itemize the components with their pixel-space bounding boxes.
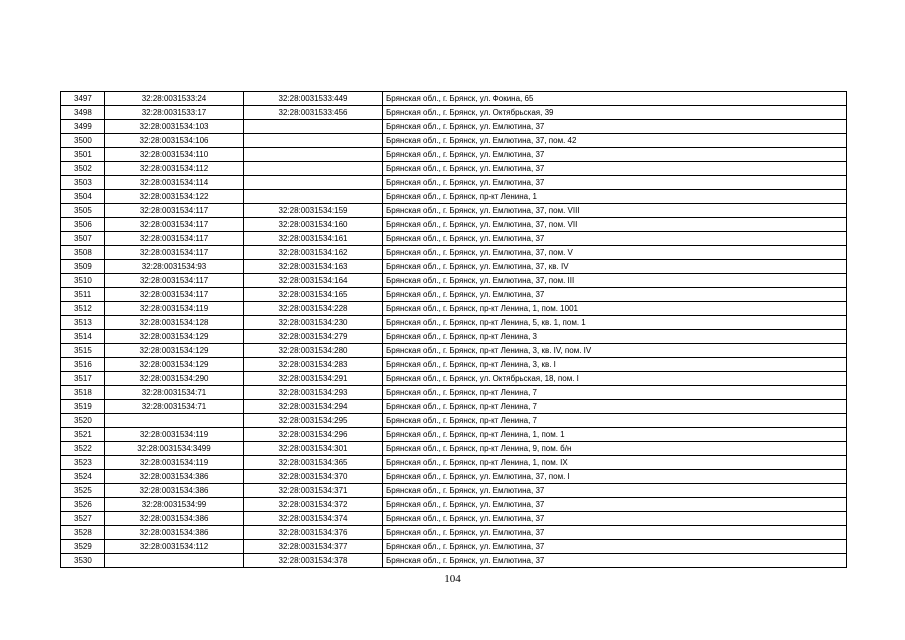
object-cadastral-number-cell: 32:28:0031534:160 — [244, 218, 383, 232]
cadastral-number-cell: 32:28:0031534:117 — [105, 274, 244, 288]
table-row — [61, 120, 847, 134]
object-cadastral-number-cell: 32:28:0031533:456 — [244, 106, 383, 120]
table-row — [61, 498, 847, 512]
row-number-cell: 3509 — [61, 260, 105, 274]
address-cell: Брянская обл., г. Брянск, ул. Емлютина, 37 — [383, 484, 847, 498]
table-row — [61, 148, 847, 162]
object-cadastral-number-cell: 32:28:0031534:161 — [244, 232, 383, 246]
table-row — [61, 190, 847, 204]
table-row — [61, 526, 847, 540]
object-cadastral-number-cell: 32:28:0031534:228 — [244, 302, 383, 316]
row-number-cell: 3497 — [61, 92, 105, 106]
row-number-cell: 3515 — [61, 344, 105, 358]
row-number-cell: 3499 — [61, 120, 105, 134]
address-cell: Брянская обл., г. Брянск, ул. Октябрьская, 39 — [383, 106, 847, 120]
address-cell: Брянская обл., г. Брянск, ул. Емлютина, 37 — [383, 176, 847, 190]
row-number-cell: 3523 — [61, 456, 105, 470]
cadastral-number-cell: 32:28:0031534:290 — [105, 372, 244, 386]
cadastral-number-cell: 32:28:0031534:129 — [105, 330, 244, 344]
address-cell: Брянская обл., г. Брянск, пр-кт Ленина, 9, пом. б/н — [383, 442, 847, 456]
address-cell: Брянская обл., г. Брянск, ул. Емлютина, 37 — [383, 512, 847, 526]
row-number-cell: 3518 — [61, 386, 105, 400]
table-row — [61, 442, 847, 456]
cadastral-number-cell: 32:28:0031534:112 — [105, 540, 244, 554]
object-cadastral-number-cell: 32:28:0031534:163 — [244, 260, 383, 274]
cadastral-number-cell — [105, 554, 244, 568]
row-number-cell: 3500 — [61, 134, 105, 148]
address-cell: Брянская обл., г. Брянск, пр-кт Ленина, 1, пом. IX — [383, 456, 847, 470]
table-row — [61, 330, 847, 344]
object-cadastral-number-cell: 32:28:0031534:378 — [244, 554, 383, 568]
row-number-cell: 3528 — [61, 526, 105, 540]
address-cell: Брянская обл., г. Брянск, ул. Фокина, 65 — [383, 92, 847, 106]
address-cell: Брянская обл., г. Брянск, ул. Емлютина, 37, пом. VII — [383, 218, 847, 232]
cadastral-number-cell: 32:28:0031534:93 — [105, 260, 244, 274]
table-row — [61, 162, 847, 176]
table-row — [61, 246, 847, 260]
table-row — [61, 92, 847, 106]
object-cadastral-number-cell — [244, 176, 383, 190]
row-number-cell: 3503 — [61, 176, 105, 190]
row-number-cell: 3514 — [61, 330, 105, 344]
object-cadastral-number-cell: 32:28:0031534:164 — [244, 274, 383, 288]
address-cell: Брянская обл., г. Брянск, ул. Емлютина, 37, пом. VIII — [383, 204, 847, 218]
row-number-cell: 3522 — [61, 442, 105, 456]
address-cell: Брянская обл., г. Брянск, ул. Емлютина, 37 — [383, 162, 847, 176]
row-number-cell: 3510 — [61, 274, 105, 288]
object-cadastral-number-cell: 32:28:0031534:377 — [244, 540, 383, 554]
row-number-cell: 3525 — [61, 484, 105, 498]
address-cell: Брянская обл., г. Брянск, ул. Емлютина, 37 — [383, 288, 847, 302]
row-number-cell: 3527 — [61, 512, 105, 526]
row-number-cell: 3501 — [61, 148, 105, 162]
object-cadastral-number-cell: 32:28:0031534:283 — [244, 358, 383, 372]
table-row — [61, 134, 847, 148]
object-cadastral-number-cell — [244, 120, 383, 134]
address-cell: Брянская обл., г. Брянск, пр-кт Ленина, 7 — [383, 414, 847, 428]
object-cadastral-number-cell: 32:28:0031534:365 — [244, 456, 383, 470]
cadastral-number-cell: 32:28:0031534:386 — [105, 470, 244, 484]
cadastral-number-cell: 32:28:0031534:106 — [105, 134, 244, 148]
row-number-cell: 3519 — [61, 400, 105, 414]
table-row — [61, 554, 847, 568]
address-cell: Брянская обл., г. Брянск, ул. Емлютина, 37 — [383, 232, 847, 246]
object-cadastral-number-cell: 32:28:0031534:296 — [244, 428, 383, 442]
object-cadastral-number-cell: 32:28:0031534:165 — [244, 288, 383, 302]
object-cadastral-number-cell: 32:28:0031534:376 — [244, 526, 383, 540]
cadastral-number-cell: 32:28:0031534:99 — [105, 498, 244, 512]
cadastral-number-cell: 32:28:0031534:119 — [105, 302, 244, 316]
cadastral-number-cell: 32:28:0031533:17 — [105, 106, 244, 120]
table-row — [61, 428, 847, 442]
row-number-cell: 3513 — [61, 316, 105, 330]
row-number-cell: 3508 — [61, 246, 105, 260]
object-cadastral-number-cell: 32:28:0031534:374 — [244, 512, 383, 526]
table-row — [61, 344, 847, 358]
cadastral-number-cell: 32:28:0031534:112 — [105, 162, 244, 176]
address-cell: Брянская обл., г. Брянск, пр-кт Ленина, 7 — [383, 400, 847, 414]
object-cadastral-number-cell: 32:28:0031534:372 — [244, 498, 383, 512]
address-cell: Брянская обл., г. Брянск, пр-кт Ленина, 1, пом. 1 — [383, 428, 847, 442]
row-number-cell: 3504 — [61, 190, 105, 204]
cadastral-number-cell: 32:28:0031534:119 — [105, 456, 244, 470]
cadastral-number-cell: 32:28:0031534:386 — [105, 526, 244, 540]
address-cell: Брянская обл., г. Брянск, ул. Емлютина, 37 — [383, 498, 847, 512]
page-number: 104 — [444, 573, 461, 585]
cadastral-number-cell: 32:28:0031534:386 — [105, 512, 244, 526]
object-cadastral-number-cell: 32:28:0031534:291 — [244, 372, 383, 386]
table-row — [61, 218, 847, 232]
registry-table-body — [61, 92, 847, 568]
cadastral-number-cell: 32:28:0031534:103 — [105, 120, 244, 134]
table-row — [61, 302, 847, 316]
cadastral-number-cell: 32:28:0031534:71 — [105, 400, 244, 414]
cadastral-number-cell: 32:28:0031534:128 — [105, 316, 244, 330]
object-cadastral-number-cell: 32:28:0031534:371 — [244, 484, 383, 498]
table-row — [61, 372, 847, 386]
row-number-cell: 3498 — [61, 106, 105, 120]
table-row — [61, 260, 847, 274]
address-cell: Брянская обл., г. Брянск, пр-кт Ленина, 3 — [383, 330, 847, 344]
cadastral-number-cell: 32:28:0031534:117 — [105, 218, 244, 232]
object-cadastral-number-cell: 32:28:0031534:230 — [244, 316, 383, 330]
table-row — [61, 358, 847, 372]
registry-table — [60, 91, 847, 568]
address-cell: Брянская обл., г. Брянск, пр-кт Ленина, 1, пом. 1001 — [383, 302, 847, 316]
address-cell: Брянская обл., г. Брянск, пр-кт Ленина, 5, кв. 1, пом. 1 — [383, 316, 847, 330]
row-number-cell: 3511 — [61, 288, 105, 302]
address-cell: Брянская обл., г. Брянск, пр-кт Ленина, 7 — [383, 386, 847, 400]
object-cadastral-number-cell: 32:28:0031534:280 — [244, 344, 383, 358]
object-cadastral-number-cell: 32:28:0031534:301 — [244, 442, 383, 456]
address-cell: Брянская обл., г. Брянск, ул. Емлютина, 37 — [383, 148, 847, 162]
object-cadastral-number-cell: 32:28:0031534:370 — [244, 470, 383, 484]
table-row — [61, 400, 847, 414]
cadastral-number-cell: 32:28:0031534:117 — [105, 204, 244, 218]
table-row — [61, 456, 847, 470]
table-row — [61, 512, 847, 526]
address-cell: Брянская обл., г. Брянск, ул. Емлютина, 37, пом. I — [383, 470, 847, 484]
address-cell: Брянская обл., г. Брянск, ул. Емлютина, 37, пом. III — [383, 274, 847, 288]
row-number-cell: 3530 — [61, 554, 105, 568]
cadastral-number-cell: 32:28:0031534:129 — [105, 344, 244, 358]
cadastral-number-cell: 32:28:0031534:117 — [105, 246, 244, 260]
table-row — [61, 386, 847, 400]
row-number-cell: 3512 — [61, 302, 105, 316]
address-cell: Брянская обл., г. Брянск, ул. Емлютина, 37, пом. 42 — [383, 134, 847, 148]
object-cadastral-number-cell: 32:28:0031534:279 — [244, 330, 383, 344]
object-cadastral-number-cell: 32:28:0031534:162 — [244, 246, 383, 260]
address-cell: Брянская обл., г. Брянск, пр-кт Ленина, 3, кв. IV, пом. IV — [383, 344, 847, 358]
cadastral-number-cell: 32:28:0031534:122 — [105, 190, 244, 204]
row-number-cell: 3529 — [61, 540, 105, 554]
row-number-cell: 3517 — [61, 372, 105, 386]
cadastral-number-cell: 32:28:0031534:117 — [105, 288, 244, 302]
row-number-cell: 3521 — [61, 428, 105, 442]
address-cell: Брянская обл., г. Брянск, пр-кт Ленина, 1 — [383, 190, 847, 204]
table-row — [61, 106, 847, 120]
address-cell: Брянская обл., г. Брянск, ул. Емлютина, 37 — [383, 526, 847, 540]
object-cadastral-number-cell: 32:28:0031534:294 — [244, 400, 383, 414]
cadastral-number-cell: 32:28:0031534:129 — [105, 358, 244, 372]
table-row — [61, 176, 847, 190]
cadastral-number-cell: 32:28:0031533:24 — [105, 92, 244, 106]
table-row — [61, 316, 847, 330]
cadastral-number-cell: 32:28:0031534:117 — [105, 232, 244, 246]
row-number-cell: 3516 — [61, 358, 105, 372]
table-row — [61, 274, 847, 288]
object-cadastral-number-cell — [244, 190, 383, 204]
row-number-cell: 3520 — [61, 414, 105, 428]
table-row — [61, 540, 847, 554]
table-row — [61, 470, 847, 484]
address-cell: Брянская обл., г. Брянск, ул. Емлютина, 37, кв. IV — [383, 260, 847, 274]
row-number-cell: 3505 — [61, 204, 105, 218]
object-cadastral-number-cell — [244, 134, 383, 148]
row-number-cell: 3507 — [61, 232, 105, 246]
table-row — [61, 484, 847, 498]
address-cell: Брянская обл., г. Брянск, пр-кт Ленина, 3, кв. I — [383, 358, 847, 372]
table-row — [61, 288, 847, 302]
address-cell: Брянская обл., г. Брянск, ул. Емлютина, 37, пом. V — [383, 246, 847, 260]
address-cell: Брянская обл., г. Брянск, ул. Емлютина, 37 — [383, 554, 847, 568]
object-cadastral-number-cell — [244, 162, 383, 176]
cadastral-number-cell: 32:28:0031534:71 — [105, 386, 244, 400]
cadastral-number-cell: 32:28:0031534:386 — [105, 484, 244, 498]
address-cell: Брянская обл., г. Брянск, ул. Октябрьская, 18, пом. I — [383, 372, 847, 386]
address-cell: Брянская обл., г. Брянск, ул. Емлютина, 37 — [383, 120, 847, 134]
address-cell: Брянская обл., г. Брянск, ул. Емлютина, 37 — [383, 540, 847, 554]
row-number-cell: 3506 — [61, 218, 105, 232]
table-row — [61, 204, 847, 218]
table-row — [61, 414, 847, 428]
row-number-cell: 3526 — [61, 498, 105, 512]
table-row — [61, 232, 847, 246]
cadastral-number-cell: 32:28:0031534:3499 — [105, 442, 244, 456]
cadastral-number-cell — [105, 414, 244, 428]
row-number-cell: 3502 — [61, 162, 105, 176]
cadastral-number-cell: 32:28:0031534:110 — [105, 148, 244, 162]
object-cadastral-number-cell — [244, 148, 383, 162]
cadastral-number-cell: 32:28:0031534:119 — [105, 428, 244, 442]
object-cadastral-number-cell: 32:28:0031533:449 — [244, 92, 383, 106]
object-cadastral-number-cell: 32:28:0031534:159 — [244, 204, 383, 218]
cadastral-number-cell: 32:28:0031534:114 — [105, 176, 244, 190]
object-cadastral-number-cell: 32:28:0031534:293 — [244, 386, 383, 400]
row-number-cell: 3524 — [61, 470, 105, 484]
object-cadastral-number-cell: 32:28:0031534:295 — [244, 414, 383, 428]
